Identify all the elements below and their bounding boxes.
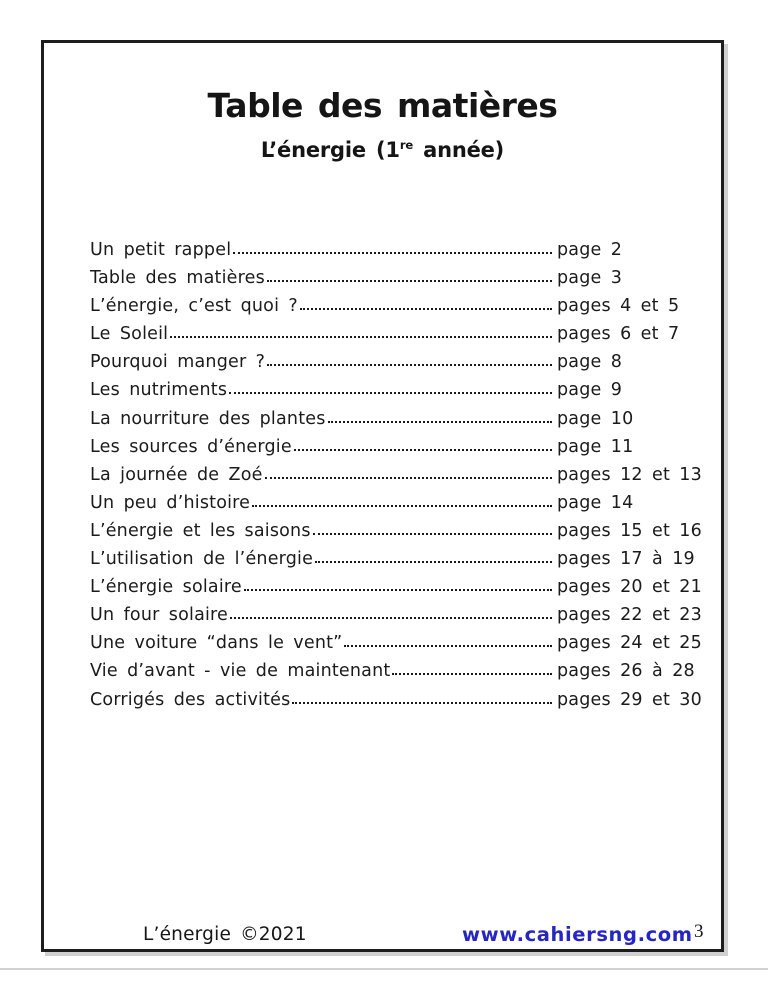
page-subtitle: [41, 138, 724, 162]
toc-entry-pages: pages 24 et 25: [557, 633, 702, 654]
toc-entry-pages: page 2: [557, 240, 623, 260]
subtitle-suffix: année): [412, 138, 505, 162]
toc-entry-title: L’énergie, c’est quoi ?: [90, 296, 298, 317]
dot-leader: [294, 449, 552, 451]
footer-booklet-title: L’énergie ©2021: [143, 924, 307, 945]
toc-row: [90, 268, 715, 296]
toc-row: [90, 633, 715, 661]
toc-entry-title: Table des matières: [90, 268, 265, 289]
toc-entry-title: Un peu d’histoire: [90, 492, 251, 513]
dot-leader: [292, 702, 552, 704]
toc-row: [90, 521, 715, 549]
toc-entry-title: La journée de Zoé: [90, 464, 263, 485]
toc-row: [90, 352, 715, 380]
toc-entry-title: Vie d’avant - vie de maintenant: [90, 661, 391, 682]
dot-leader: [233, 252, 552, 254]
dot-leader: [313, 533, 552, 535]
dot-leader: [229, 392, 552, 394]
toc-entry-title: Les sources d’énergie: [90, 436, 292, 457]
toc-row: [90, 296, 715, 324]
toc-entry-title: Le Soleil: [90, 324, 169, 345]
toc-entry-pages: pages 29 et 30: [557, 689, 702, 710]
dot-leader: [267, 364, 552, 366]
toc-entry-title: Les nutriments: [90, 380, 228, 401]
dot-leader: [344, 645, 552, 647]
page-number: 3: [694, 921, 704, 942]
dot-leader: [315, 561, 552, 563]
toc-row: [90, 577, 715, 605]
toc-entry-pages: pages 6 et 7: [557, 324, 680, 345]
scan-artifact-line: [0, 968, 768, 970]
page-title: Table des matières: [207, 86, 558, 125]
dot-leader: [265, 477, 552, 479]
toc-row: [90, 437, 715, 465]
toc-entry-pages: pages 22 et 23: [557, 605, 702, 626]
toc-row: [90, 409, 715, 437]
toc-entry-title: Corrigés des activités: [90, 689, 291, 710]
toc-entry-pages: pages 17 à 19: [557, 549, 695, 570]
toc-row: [90, 465, 715, 493]
dot-leader: [244, 589, 552, 591]
dot-leader: [267, 280, 552, 282]
toc-entry-title: Un petit rappel: [90, 240, 232, 260]
toc-entry-title: L’énergie et les saisons: [90, 520, 311, 541]
toc-entry-pages: page 8: [557, 352, 623, 373]
toc-entry-title: Un four solaire: [90, 605, 229, 626]
toc-row: [90, 493, 715, 521]
toc-entry-pages: page 10: [557, 408, 634, 429]
toc-entry-title: La nourriture des plantes: [90, 408, 326, 429]
dot-leader: [328, 421, 552, 423]
toc-entry-pages: page 14: [557, 492, 634, 513]
toc-entry-pages: pages 26 à 28: [557, 661, 695, 682]
dot-leader: [230, 617, 552, 619]
toc-entry-pages: pages 12 et 13: [557, 464, 702, 485]
footer-website-link[interactable]: www.cahiersng.com: [462, 923, 693, 946]
toc-entry-pages: page 11: [557, 436, 634, 457]
toc-row: [90, 661, 715, 689]
toc-entry-title: Une voiture “dans le vent”: [90, 633, 343, 654]
toc-row: [90, 605, 715, 633]
subtitle-prefix: L’énergie (1: [260, 138, 400, 162]
toc-entry-pages: pages 15 et 16: [557, 520, 702, 541]
dot-leader: [392, 673, 552, 675]
toc-row: [90, 549, 715, 577]
subtitle-superscript: re: [399, 138, 413, 152]
dot-leader: [300, 308, 552, 310]
toc-row: [90, 690, 715, 718]
toc-entry-pages: page 9: [557, 380, 623, 401]
toc-entry-title: L’énergie solaire: [90, 577, 242, 598]
dot-leader: [170, 336, 552, 338]
dot-leader: [252, 505, 552, 507]
table-of-contents: [90, 240, 715, 718]
toc-entry-pages: page 3: [557, 268, 623, 289]
toc-row: [90, 324, 715, 352]
toc-entry-title: L’utilisation de l’énergie: [90, 549, 314, 570]
toc-entry-pages: pages 20 et 21: [557, 577, 702, 598]
toc-row: [90, 240, 715, 268]
toc-row: [90, 380, 715, 408]
toc-entry-pages: pages 4 et 5: [557, 296, 680, 317]
toc-entry-title: Pourquoi manger ?: [90, 352, 266, 373]
